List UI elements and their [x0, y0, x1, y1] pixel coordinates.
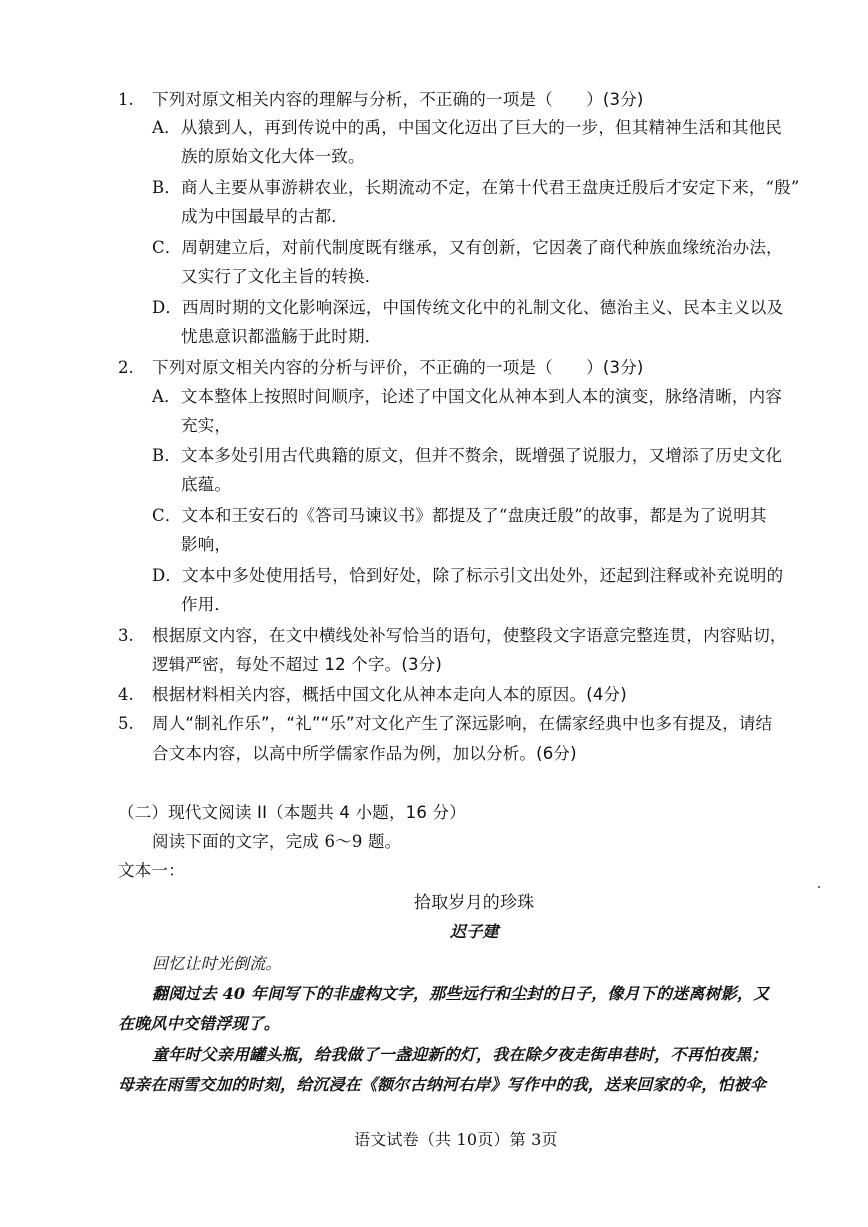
- option-c: C．文本和王安石的《答司马谏议书》都提及了“盘庚迁殷”的故事，都是为了说明其: [152, 506, 767, 525]
- paragraph-2-continued: 在晚风中交错浮现了。: [118, 1014, 281, 1033]
- question-text-continued: 合文本内容，以高中所学儒家作品为例，加以分析。(6分): [152, 744, 577, 763]
- article-title: 拾取岁月的珍珠: [414, 893, 535, 913]
- question-stem: 下列对原文相关内容的理解与分析，不正确的一项是（ ）(3分): [152, 90, 644, 109]
- option-b-continued: 底蕴。: [181, 475, 232, 494]
- option-b: B．文本多处引用古代典籍的原文，但并不赘余，既增强了说服力，又增添了历史文化: [152, 446, 783, 465]
- question-text: 根据材料相关内容，概括中国文化从神本走向人本的原因。(4分): [152, 685, 627, 704]
- option-d: D．西周时期的文化影响深远，中国传统文化中的礼制文化、德治主义、民本主义以及: [152, 298, 784, 317]
- question-number: 1.: [118, 90, 134, 109]
- text-label: 文本一：: [118, 861, 185, 880]
- question-stem: 下列对原文相关内容的分析与评价，不正确的一项是（ ）(3分): [152, 358, 644, 377]
- paragraph-2: 翻阅过去 40 年间写下的非虚构文字，那些远行和尘封的日子，像月下的迷离树影，又: [152, 984, 770, 1003]
- section-instruction: 阅读下面的文字，完成 6～9 题。: [152, 832, 402, 851]
- page-footer: 语文试卷（共 10页）第 3页: [354, 1130, 558, 1149]
- option-a: A．文本整体上按照时间顺序，论述了中国文化从神本到人本的演变，脉络清晰，内容: [152, 387, 783, 406]
- option-c-continued: 又实行了文化主旨的转换．: [181, 267, 382, 286]
- question-number: 5.: [118, 714, 134, 733]
- question-text-continued: 逻辑严密，每处不超过 12 个字。(3分): [152, 655, 443, 674]
- question-number: 3.: [118, 626, 134, 645]
- question-number: 2.: [118, 358, 134, 377]
- article-author: 迟子建: [450, 922, 499, 941]
- option-d-continued: 作用．: [181, 595, 232, 614]
- option-c: [152, 237, 783, 259]
- option-c-continued: 影响，: [181, 535, 232, 554]
- question-text: 根据原文内容，在文中横线处补写恰当的语句，使整段文字语意完整连贯，内容贴切，: [152, 626, 787, 645]
- option-d: D．文本中多处使用括号，恰到好处，除了标示引文出处外，还起到注释或补充说明的: [152, 566, 784, 585]
- paragraph-1: 回忆让时光倒流。: [152, 954, 282, 973]
- option-d-continued: 忧患意识都滥觞于此时期．: [181, 327, 382, 346]
- section-heading: （二）现代文阅读 II（本题共 4 小题，16 分）: [118, 803, 466, 822]
- option-a: A．从猿到人，再到传说中的禹，中国文化迈出了巨大的一步，但其精神生活和其他民: [152, 118, 783, 137]
- question-number: 4.: [118, 685, 134, 704]
- paragraph-3-continued: 母亲在雨雪交加的时刻，给沉浸在《额尔古纳河右岸》写作中的我，送来回家的伞，怕被伞: [118, 1075, 767, 1094]
- option-c-text: C．周朝建立后，对前代制度既有继承，又有创新，它因袭了商代种族血缘统治办法，: [152, 238, 783, 257]
- option-b: B．商人主要从事游耕农业，长期流动不定，在第十代君王盘庚迁殷后才安定下来，“殷”: [152, 178, 800, 197]
- option-a-continued: 充实，: [181, 416, 232, 435]
- option-a-continued: 族的原始文化大体一致。: [181, 147, 365, 166]
- question-text: 周人“制礼作乐”，“礼”“乐”对文化产生了深远影响，在儒家经典中也多有提及，请结: [152, 714, 773, 733]
- paragraph-3: 童年时父亲用罐头瓶，给我做了一盏迎新的灯，我在除夕夜走街串巷时，不再怕夜黑；: [152, 1045, 768, 1064]
- scan-speck: [818, 886, 820, 888]
- option-b-continued: 成为中国最早的古都．: [181, 207, 348, 226]
